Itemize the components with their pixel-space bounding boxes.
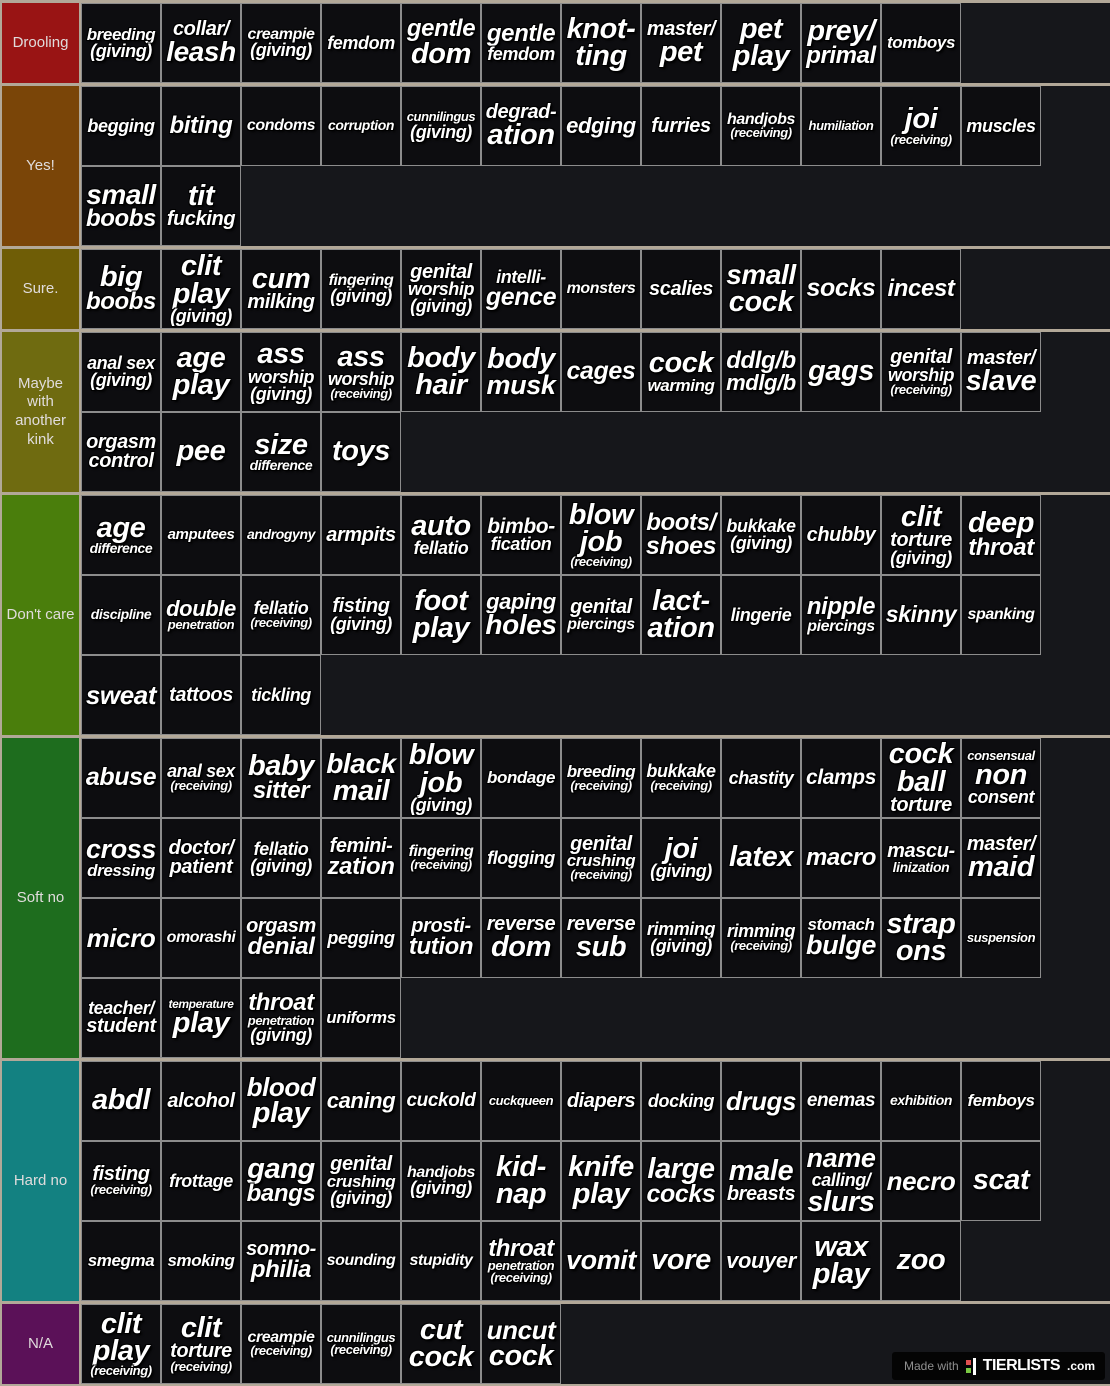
tier-row	[2, 86, 1110, 246]
tier-item[interactable]: incest	[881, 249, 961, 329]
brand-suffix: .com	[1066, 1359, 1095, 1373]
tier-items-area	[81, 495, 1110, 735]
tier-item[interactable]: humiliation	[801, 86, 881, 166]
tier-items-area	[81, 249, 1110, 329]
tier-item[interactable]: somno- philia	[241, 1221, 321, 1301]
tier-item[interactable]: flogging	[481, 818, 561, 898]
tier-item[interactable]: cock ball torture	[881, 738, 961, 818]
tier-item[interactable]: gaping holes	[481, 575, 561, 655]
tier-item[interactable]: cut cock	[401, 1304, 481, 1384]
tier-item[interactable]: name calling/ slurs	[801, 1141, 881, 1221]
tier-item[interactable]: throat penetration (receiving)	[481, 1221, 561, 1301]
tier-item[interactable]: condoms	[241, 86, 321, 166]
tier-item[interactable]: fellatio (giving)	[241, 818, 321, 898]
tier-item[interactable]: muscles	[961, 86, 1041, 166]
tier-item[interactable]: genital crushing (receiving)	[561, 818, 641, 898]
tier-item[interactable]: knot- ting	[561, 3, 641, 83]
tier-item[interactable]: drugs	[721, 1061, 801, 1141]
tier-item[interactable]: mascu- linization	[881, 818, 961, 898]
tier-item[interactable]: reverse dom	[481, 898, 561, 978]
tier-item[interactable]: breeding (giving)	[81, 3, 161, 83]
tier-item[interactable]: body hair	[401, 332, 481, 412]
tier-item[interactable]: genital crushing (giving)	[321, 1141, 401, 1221]
tier-item[interactable]: corruption	[321, 86, 401, 166]
tier-item[interactable]: fellatio (receiving)	[241, 575, 321, 655]
tier-item[interactable]: biting	[161, 86, 241, 166]
tier-item[interactable]: small cock	[721, 249, 801, 329]
tier-item[interactable]: diapers	[561, 1061, 641, 1141]
tier-label: Soft no	[2, 738, 79, 1058]
tier-item[interactable]: sweat	[81, 655, 161, 735]
tier-row	[2, 1061, 1110, 1301]
tier-item[interactable]: toys	[321, 412, 401, 492]
tier-item[interactable]: macro	[801, 818, 881, 898]
tier-item[interactable]: black mail	[321, 738, 401, 818]
tier-item[interactable]: spanking	[961, 575, 1041, 655]
tier-item[interactable]: lact- ation	[641, 575, 721, 655]
tier-label: Yes!	[2, 86, 79, 246]
tier-item[interactable]: small boobs	[81, 166, 161, 246]
tier-item[interactable]: bimbo- fication	[481, 495, 561, 575]
tier-item[interactable]: enemas	[801, 1061, 881, 1141]
tier-item[interactable]: gags	[801, 332, 881, 412]
tier-item[interactable]: necro	[881, 1141, 961, 1221]
tier-item[interactable]: ddlg/b mdlg/b	[721, 332, 801, 412]
tier-item[interactable]: pee	[161, 412, 241, 492]
tier-item[interactable]: scalies	[641, 249, 721, 329]
tier-item[interactable]: gentle dom	[401, 3, 481, 83]
tier-item[interactable]: intelli- gence	[481, 249, 561, 329]
tier-item[interactable]: genital worship (receiving)	[881, 332, 961, 412]
tier-item[interactable]: prey/ primal	[801, 3, 881, 83]
tier-item[interactable]: tickling	[241, 655, 321, 735]
tier-item[interactable]: auto fellatio	[401, 495, 481, 575]
tier-item[interactable]: gang bangs	[241, 1141, 321, 1221]
tier-item[interactable]: vouyer	[721, 1221, 801, 1301]
tier-item[interactable]: latex	[721, 818, 801, 898]
tier-item[interactable]: bukkake (receiving)	[641, 738, 721, 818]
tier-item[interactable]: socks	[801, 249, 881, 329]
tier-item[interactable]: boots/ shoes	[641, 495, 721, 575]
tier-item[interactable]: knife play	[561, 1141, 641, 1221]
tier-item[interactable]: collar/ leash	[161, 3, 241, 83]
tier-item[interactable]: breeding (receiving)	[561, 738, 641, 818]
tier-items-area	[81, 738, 1110, 1058]
tier-item[interactable]: gentle femdom	[481, 3, 561, 83]
tier-item[interactable]: cuckold	[401, 1061, 481, 1141]
tier-item[interactable]: clit torture (receiving)	[161, 1304, 241, 1384]
tier-item[interactable]: chubby	[801, 495, 881, 575]
tier-item[interactable]: joi (giving)	[641, 818, 721, 898]
brand-name: TIERLISTS	[982, 1357, 1060, 1374]
tier-item[interactable]: temperature play	[161, 978, 241, 1058]
tier-item[interactable]: docking	[641, 1061, 721, 1141]
tier-item[interactable]: prosti- tution	[401, 898, 481, 978]
tier-item[interactable]: femboys	[961, 1061, 1041, 1141]
tier-item[interactable]: fisting (receiving)	[81, 1141, 161, 1221]
tier-item[interactable]: monsters	[561, 249, 641, 329]
tier-item[interactable]: amputees	[161, 495, 241, 575]
tier-label: Maybe with another kink	[2, 332, 79, 492]
tierlists-logo-icon	[966, 1358, 976, 1375]
tier-item[interactable]: omorashi	[161, 898, 241, 978]
tier-item[interactable]: smoking	[161, 1221, 241, 1301]
tier-item[interactable]: rimming (receiving)	[721, 898, 801, 978]
tier-item[interactable]: pet play	[721, 3, 801, 83]
tier-item[interactable]: zoo	[881, 1221, 961, 1301]
tier-item[interactable]: cages	[561, 332, 641, 412]
tier-item[interactable]: suspension	[961, 898, 1041, 978]
tier-item[interactable]: lingerie	[721, 575, 801, 655]
tier-item[interactable]: vomit	[561, 1221, 641, 1301]
tier-item[interactable]: stupidity	[401, 1221, 481, 1301]
tier-row	[2, 3, 1110, 83]
tier-item[interactable]: throat penetration (giving)	[241, 978, 321, 1058]
tier-item[interactable]: doctor/ patient	[161, 818, 241, 898]
tier-item[interactable]: clit play (receiving)	[81, 1304, 161, 1384]
tier-item[interactable]: skinny	[881, 575, 961, 655]
tier-item[interactable]: edging	[561, 86, 641, 166]
tier-item[interactable]: cunnilingus (giving)	[401, 86, 481, 166]
tier-item[interactable]: baby sitter	[241, 738, 321, 818]
tier-item[interactable]: degrad- ation	[481, 86, 561, 166]
tier-row	[2, 332, 1110, 492]
tier-item[interactable]: nipple piercings	[801, 575, 881, 655]
tier-item[interactable]: size difference	[241, 412, 321, 492]
tier-label: N/A	[2, 1304, 79, 1384]
tier-item[interactable]: abuse	[81, 738, 161, 818]
tier-item[interactable]: male breasts	[721, 1141, 801, 1221]
tier-item[interactable]: blood play	[241, 1061, 321, 1141]
tier-item[interactable]: caning	[321, 1061, 401, 1141]
tier-item[interactable]: clit play (giving)	[161, 249, 241, 329]
tier-item[interactable]: smegma	[81, 1221, 161, 1301]
tier-item[interactable]: tit fucking	[161, 166, 241, 246]
tier-item[interactable]: begging	[81, 86, 161, 166]
tier-item[interactable]: discipline	[81, 575, 161, 655]
tier-item[interactable]: ass worship (receiving)	[321, 332, 401, 412]
tier-items-area	[81, 332, 1110, 492]
tier-item[interactable]: exhibition	[881, 1061, 961, 1141]
tier-item[interactable]: orgasm denial	[241, 898, 321, 978]
tier-item[interactable]: blow job (receiving)	[561, 495, 641, 575]
tier-item[interactable]: sounding	[321, 1221, 401, 1301]
tier-item[interactable]: teacher/ student	[81, 978, 161, 1058]
tier-item[interactable]: genital piercings	[561, 575, 641, 655]
tier-item[interactable]: kid- nap	[481, 1141, 561, 1221]
tier-item[interactable]: cunnilingus (receiving)	[321, 1304, 401, 1384]
tier-item[interactable]: cross dressing	[81, 818, 161, 898]
tier-item[interactable]: double penetration	[161, 575, 241, 655]
tier-item[interactable]: master/ maid	[961, 818, 1041, 898]
tier-item[interactable]: stomach bulge	[801, 898, 881, 978]
tier-item[interactable]: anal sex (receiving)	[161, 738, 241, 818]
tier-item[interactable]: consensual non consent	[961, 738, 1041, 818]
tier-item[interactable]: bukkake (giving)	[721, 495, 801, 575]
tier-item[interactable]: uniforms	[321, 978, 401, 1058]
tier-item[interactable]: strap ons	[881, 898, 961, 978]
tier-item[interactable]: blow job (giving)	[401, 738, 481, 818]
tier-item[interactable]: reverse sub	[561, 898, 641, 978]
tier-item[interactable]: body musk	[481, 332, 561, 412]
tier-item[interactable]: handjobs (giving)	[401, 1141, 481, 1221]
tier-item[interactable]: age difference	[81, 495, 161, 575]
tier-item[interactable]: anal sex (giving)	[81, 332, 161, 412]
tier-item[interactable]: foot play	[401, 575, 481, 655]
tier-item[interactable]: pegging	[321, 898, 401, 978]
tier-item[interactable]: androgyny	[241, 495, 321, 575]
tier-item[interactable]: cum milking	[241, 249, 321, 329]
tier-item[interactable]: uncut cock	[481, 1304, 561, 1384]
tier-item[interactable]: clamps	[801, 738, 881, 818]
tier-row	[2, 495, 1110, 735]
tier-item[interactable]: cuckqueen	[481, 1061, 561, 1141]
tier-item[interactable]: deep throat	[961, 495, 1041, 575]
tierlists-watermark[interactable]	[892, 1352, 1105, 1380]
tier-item[interactable]: wax play	[801, 1221, 881, 1301]
tier-item[interactable]: master/ slave	[961, 332, 1041, 412]
tier-item[interactable]: master/ pet	[641, 3, 721, 83]
tier-item[interactable]: creampie (receiving)	[241, 1304, 321, 1384]
tier-label: Hard no	[2, 1061, 79, 1301]
tier-item[interactable]: ass worship (giving)	[241, 332, 321, 412]
tier-item[interactable]: clit torture (giving)	[881, 495, 961, 575]
tier-item[interactable]: micro	[81, 898, 161, 978]
tier-items-area	[81, 3, 1110, 83]
tier-item[interactable]: cock warming	[641, 332, 721, 412]
tier-item[interactable]: age play	[161, 332, 241, 412]
tier-item[interactable]: creampie (giving)	[241, 3, 321, 83]
tier-items-area	[81, 1061, 1110, 1301]
tier-row	[2, 249, 1110, 329]
tier-item[interactable]: tomboys	[881, 3, 961, 83]
tier-item[interactable]: frottage	[161, 1141, 241, 1221]
tier-item[interactable]: chastity	[721, 738, 801, 818]
tier-items-area	[81, 86, 1110, 246]
tier-item[interactable]: armpits	[321, 495, 401, 575]
made-with-label: Made with	[904, 1359, 959, 1373]
tier-item[interactable]: alcohol	[161, 1061, 241, 1141]
tier-item[interactable]: large cocks	[641, 1141, 721, 1221]
tier-item[interactable]: big boobs	[81, 249, 161, 329]
tier-item[interactable]: bondage	[481, 738, 561, 818]
tier-item[interactable]: orgasm control	[81, 412, 161, 492]
tier-item[interactable]: femini- zation	[321, 818, 401, 898]
tier-item[interactable]: fingering (giving)	[321, 249, 401, 329]
tier-item[interactable]: fingering (receiving)	[401, 818, 481, 898]
tier-item[interactable]: genital worship (giving)	[401, 249, 481, 329]
tier-item[interactable]: tattoos	[161, 655, 241, 735]
tier-item[interactable]: scat	[961, 1141, 1041, 1221]
tier-row	[2, 738, 1110, 1058]
tier-item[interactable]: fisting (giving)	[321, 575, 401, 655]
tier-item[interactable]: handjobs (receiving)	[721, 86, 801, 166]
tier-item[interactable]: femdom	[321, 3, 401, 83]
tier-label: Don't care	[2, 495, 79, 735]
tier-item[interactable]: rimming (giving)	[641, 898, 721, 978]
tier-item[interactable]: abdl	[81, 1061, 161, 1141]
tier-item[interactable]: vore	[641, 1221, 721, 1301]
tier-item[interactable]: joi (receiving)	[881, 86, 961, 166]
tier-item[interactable]: furries	[641, 86, 721, 166]
tier-label: Drooling	[2, 3, 79, 83]
tier-label: Sure.	[2, 249, 79, 329]
